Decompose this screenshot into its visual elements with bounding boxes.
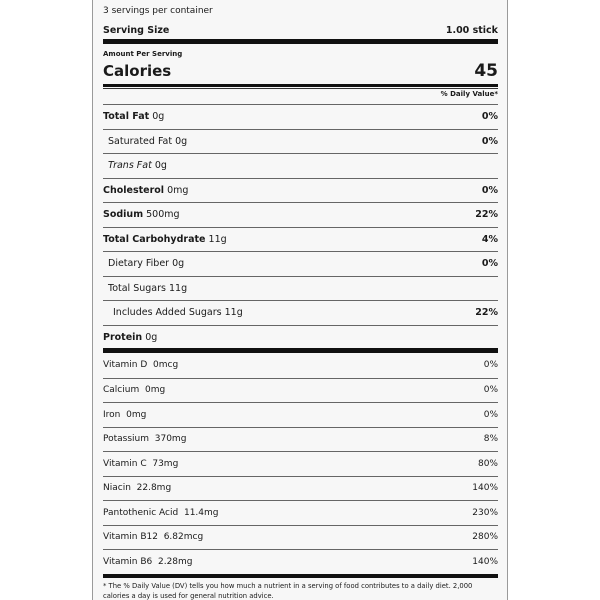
nutrient-row-total-carbohydrate (103, 227, 498, 252)
nutrient-row-cholesterol (103, 178, 498, 203)
serving-size-row (103, 22, 498, 38)
nutrient-row-trans-fat (103, 153, 498, 178)
vitamin-name: Potassium (103, 434, 150, 445)
nutrient-name: Total Fat (103, 111, 150, 123)
nutrient-name: Sodium (103, 209, 144, 221)
nutrient-amount: 0g (172, 258, 185, 270)
vitamin-name: Vitamin C (103, 458, 147, 469)
nutrient-amount: 0g (145, 331, 158, 343)
nutrient-row-added-sugars (103, 300, 498, 325)
vitamin-name: Vitamin D (103, 360, 148, 371)
vitamin-amount: 0mcg (153, 360, 179, 371)
vitamin-name: Vitamin B6 (103, 556, 153, 567)
nutrient-row-sodium (103, 202, 498, 227)
nutrient-name: Dietary Fiber (108, 258, 170, 270)
vitamin-name: Niacin (103, 483, 131, 494)
vitamin-amount: 22.8mg (136, 483, 172, 494)
vitamin-amount: 0mg (144, 385, 166, 396)
vitamin-dv: 8% (483, 434, 498, 445)
vitamin-dv: 0% (483, 409, 498, 420)
calories-row (103, 58, 498, 84)
bottom-divider (103, 574, 498, 578)
nutrient-amount: 0g (154, 160, 167, 172)
nutrient-name: Saturated Fat (108, 135, 173, 147)
nutrient-name: Total Sugars (108, 282, 166, 294)
nutrient-amount: 11g (169, 282, 188, 294)
nutrient-amount: 0g (175, 135, 188, 147)
nutrient-amount: 11g (208, 233, 227, 245)
vitamin-dv: 0% (483, 360, 498, 371)
vitamin-name: Calcium (103, 385, 140, 396)
calories-value: 45 (474, 61, 498, 81)
vitamin-row-niacin (103, 476, 498, 501)
nutrient-row-total-sugars (103, 276, 498, 301)
nutrient-row-saturated-fat (103, 129, 498, 154)
nutrient-name: Trans Fat (108, 160, 152, 172)
nutrient-amount: 0mg (167, 184, 189, 196)
medium-divider (103, 84, 498, 87)
servings-per-container: 3 servings per container (103, 6, 213, 16)
nutrient-name: Cholesterol (103, 184, 165, 196)
nutrient-dv: 22% (475, 307, 498, 319)
vitamin-amount: 2.28mg (157, 556, 193, 567)
vitamin-row-vitamin-c (103, 451, 498, 476)
vitamin-amount: 6.82mcg (163, 532, 204, 543)
thick-divider (103, 39, 498, 44)
serving-size-value: 1.00 stick (445, 24, 498, 36)
daily-value-footnote: * The % Daily Value (DV) tells you how much a nutrient in a serving of food contributes to a daily diet. 2,000 calories a day is used for general nutrition advice. (103, 582, 473, 600)
vitamin-name: Iron (103, 409, 121, 420)
nutrient-dv: 0% (481, 111, 498, 123)
vitamin-row-vitamin-d (103, 353, 498, 378)
vitamin-row-iron (103, 402, 498, 427)
vitamin-name: Pantothenic Acid (103, 507, 179, 518)
serving-size-label: Serving Size (103, 24, 170, 36)
nutrient-name: Protein (103, 331, 143, 343)
vitamin-amount: 370mg (154, 434, 187, 445)
vitamin-dv: 140% (472, 556, 498, 567)
nutrient-dv: 22% (475, 209, 498, 221)
nutrient-row-total-fat (103, 104, 498, 129)
nutrient-name: Includes Added Sugars (113, 307, 222, 319)
vitamin-dv: 230% (472, 507, 498, 518)
nutrient-row-protein (103, 325, 498, 350)
vitamin-row-vitamin-b6 (103, 549, 498, 574)
vitamin-dv: 0% (483, 385, 498, 396)
vitamin-amount: 0mg (126, 409, 147, 420)
nutrient-dv: 0% (481, 184, 498, 196)
vitamin-amount: 73mg (152, 458, 179, 469)
nutrient-row-dietary-fiber (103, 251, 498, 276)
daily-value-header: % Daily Value* (103, 88, 498, 102)
nutrient-dv: 0% (481, 135, 498, 147)
vitamin-dv: 80% (477, 458, 498, 469)
calories-label: Calories (103, 62, 172, 80)
vitamin-row-calcium (103, 378, 498, 403)
vitamin-row-pantothenic-acid (103, 500, 498, 525)
vitamin-dv: 280% (472, 532, 498, 543)
vitamin-dv: 140% (472, 483, 498, 494)
nutrient-dv: 4% (481, 233, 498, 245)
nutrient-amount: 0g (152, 111, 165, 123)
vitamin-row-vitamin-b12 (103, 525, 498, 550)
vitamin-amount: 11.4mg (183, 507, 219, 518)
amount-per-serving: Amount Per Serving (103, 50, 183, 58)
vitamin-name: Vitamin B12 (103, 532, 158, 543)
nutrient-amount: 11g (224, 307, 243, 319)
nutrient-name: Total Carbohydrate (103, 233, 206, 245)
nutrient-amount: 500mg (146, 209, 180, 221)
vitamin-row-potassium (103, 427, 498, 452)
nutrient-dv: 0% (481, 258, 498, 270)
nutrition-facts-label (92, 0, 508, 600)
